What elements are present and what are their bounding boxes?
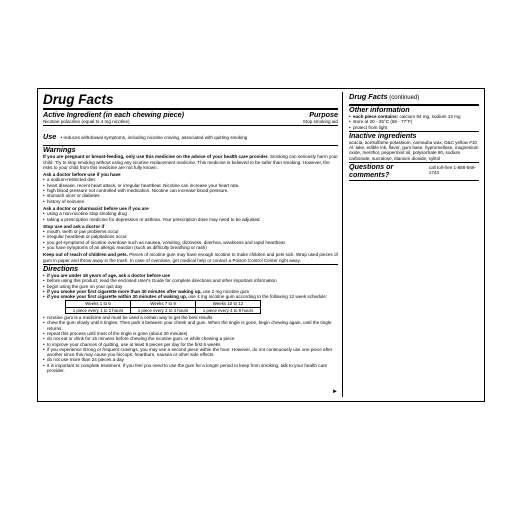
- list-item: • if you experience strong or frequent cravings, you may use a second piece within the hour. However, do not continuously use one piece after another since this may cause you hiccups, heartburn, nausea or other side effects.: [43, 347, 338, 358]
- questions-section: [349, 163, 479, 181]
- list-item: • mouth, teeth or jaw problems occur: [43, 229, 338, 234]
- list-item: • each piece contains: calcium 94 mg, sodium 13 mg: [349, 114, 479, 119]
- list-item: • repeat this process until most of the tingle is gone (about 30 minutes): [43, 331, 338, 336]
- list-item: • stomach ulcer or diabetes: [43, 193, 338, 198]
- list-item: • if you smoke your first cigarette more than 30 minutes after waking up, use 2 mg nicotine gum: [43, 289, 338, 294]
- stop-use-heading: Stop use and ask a doctor if: [43, 223, 105, 229]
- inactive-ingredients-section: [349, 132, 479, 163]
- pregnancy-warning-text: Smoking can seriously harm your child. Try to stop smoking without using any nicotine replacement medicine. This medicine is believed to be safer than smoking. However, the risks to your child from this medicine are not fully known.: [43, 154, 338, 170]
- inactive-ingredients-heading: Inactive ingredients: [349, 130, 417, 140]
- purpose-text: Stop smoking aid: [302, 119, 338, 124]
- table-header-cell: Weeks 10 to 12: [196, 301, 261, 307]
- list-item: • using a non-nicotine stop smoking drug: [43, 211, 338, 216]
- ask-doctor-heading: Ask a doctor before use if you have: [43, 172, 121, 178]
- list-item: • chew the gum slowly until it tingles. Then park it between your cheek and gum. When the tingle is gone, begin chewing again, until the tingle returns.: [43, 320, 338, 331]
- questions-heading: Questions or comments?: [349, 162, 394, 180]
- drug-facts-panel: [37, 88, 485, 402]
- list-item: • do not eat or drink for 15 minutes before chewing the nicotine gum, or while chewing a piece: [43, 336, 338, 341]
- list-item: • taking a prescription medicine for depression or asthma. Your prescription dose may need to be adjusted.: [43, 217, 338, 222]
- active-ingredient-section: [43, 111, 338, 126]
- table-cell: 1 piece every 2 to 4 hours: [131, 307, 196, 313]
- table-cell: 1 piece every 1 to 2 hours: [66, 307, 131, 313]
- list-item: • if you are under 18 years of age, ask a doctor before use: [43, 273, 338, 278]
- other-information-list: [349, 114, 479, 130]
- use-section: [43, 126, 338, 146]
- stop-use-list: [43, 229, 338, 250]
- active-ingredient-heading: Active Ingredient (in each chewing piece): [43, 110, 184, 119]
- use-heading: Use: [43, 132, 57, 142]
- other-information-heading: Other information: [349, 105, 410, 114]
- table-header-cell: Weeks 7 to 9: [131, 301, 196, 307]
- list-item: • heart disease, recent heart attack, or irregular heartbeat. Nicotine can increase your heart rate.: [43, 183, 338, 188]
- table-header-cell: Weeks 1 to 6: [66, 301, 131, 307]
- ask-pharmacist-heading: Ask a doctor or pharmacist before use if you are: [43, 205, 149, 211]
- dosing-schedule-table: [65, 300, 261, 314]
- keep-out-of-reach-text: Pieces of nicotine gum may have enough nicotine to make children and pets sick. Wrap used pieces of gum in paper and throw away in the trash. In case of overdose, get medical help or contact a Poison Control Center right away.: [43, 252, 338, 263]
- other-information-section: [349, 106, 479, 132]
- directions-section: [43, 265, 338, 373]
- continued-arrow-icon: ►: [332, 389, 338, 395]
- ask-doctor-list: [43, 177, 338, 203]
- table-cell: 1 piece every 4 to 8 hours: [196, 307, 261, 313]
- warnings-heading: Warnings: [43, 145, 76, 155]
- drug-facts-title: Drug Facts: [43, 92, 338, 110]
- list-item: • high blood pressure not controlled with medication. Nicotine can increase blood pressure.: [43, 188, 338, 193]
- list-item: • irregular heartbeat or palpitations occur: [43, 234, 338, 239]
- list-item: • do not use more than 24 pieces a day: [43, 357, 338, 362]
- directions-list-top: [43, 273, 338, 299]
- list-item: • store at 20 - 25°C (68 - 77°F): [349, 119, 479, 124]
- drug-facts-left-column: [41, 92, 343, 397]
- drug-facts-continued-title: Drug Facts (continued): [349, 92, 479, 106]
- list-item: • before using this product, read the enclosed User's Guide for complete directions and other important information: [43, 278, 338, 283]
- questions-phone-text: call toll-free 1-888-569-1743: [428, 165, 477, 176]
- directions-heading: Directions: [43, 263, 79, 273]
- directions-list-bottom: [43, 315, 338, 373]
- drug-facts-right-column: [347, 92, 481, 397]
- list-item: • nicotine gum is a medicine and must be used a certain way to get the best results: [43, 315, 338, 320]
- ask-pharmacist-list: [43, 211, 338, 222]
- pregnancy-warning-bold: If you are pregnant or breast-feeding, only use this medicine on the advice of your health care provider.: [43, 154, 269, 160]
- use-text: • reduces withdrawal symptoms, including nicotine craving, associated with quitting smoking: [60, 135, 248, 141]
- warnings-section: [43, 146, 338, 265]
- list-item: • protect from light: [349, 125, 479, 130]
- list-item: • you get symptoms of nicotine overdose such as nausea, vomiting, dizziness, diarrhea, weakness and rapid heartbeat: [43, 240, 338, 245]
- list-item: • begin using the gum on your quit day: [43, 284, 338, 289]
- active-ingredient-text: Nicotine polacrilex (equal to 4 mg nicotine): [43, 119, 130, 124]
- purpose-heading: Purpose: [309, 110, 338, 119]
- keep-out-of-reach-bold: Keep out of reach of children and pets.: [43, 252, 128, 258]
- list-item: • to improve your chances of quitting, use at least 9 pieces per day for the first 6 weeks: [43, 342, 338, 347]
- list-item: • if you smoke your first cigarette within 30 minutes of waking up, use 4 mg nicotine gum according to the following 12 week schedule:: [43, 294, 338, 299]
- list-item: • it is important to complete treatment. If you feel you need to use the gum for a longer period to keep from smoking, talk to your health care provider.: [43, 363, 338, 374]
- list-item: • you have symptoms of an allergic reaction (such as difficulty breathing or rash): [43, 245, 338, 250]
- list-item: • history of seizures: [43, 199, 338, 204]
- inactive-ingredients-text: acacia, acesulfame potassium, carnauba wax, D&C yellow #10 Al. lake, edible ink, flavor, gum base, hypromellose, magnesium oxide, menthol, peppermint oil, polysorbate 80, sodium carbonate, sucralose, titanium dioxide, xylitol: [349, 139, 479, 161]
- list-item: • a sodium-restricted diet: [43, 177, 338, 182]
